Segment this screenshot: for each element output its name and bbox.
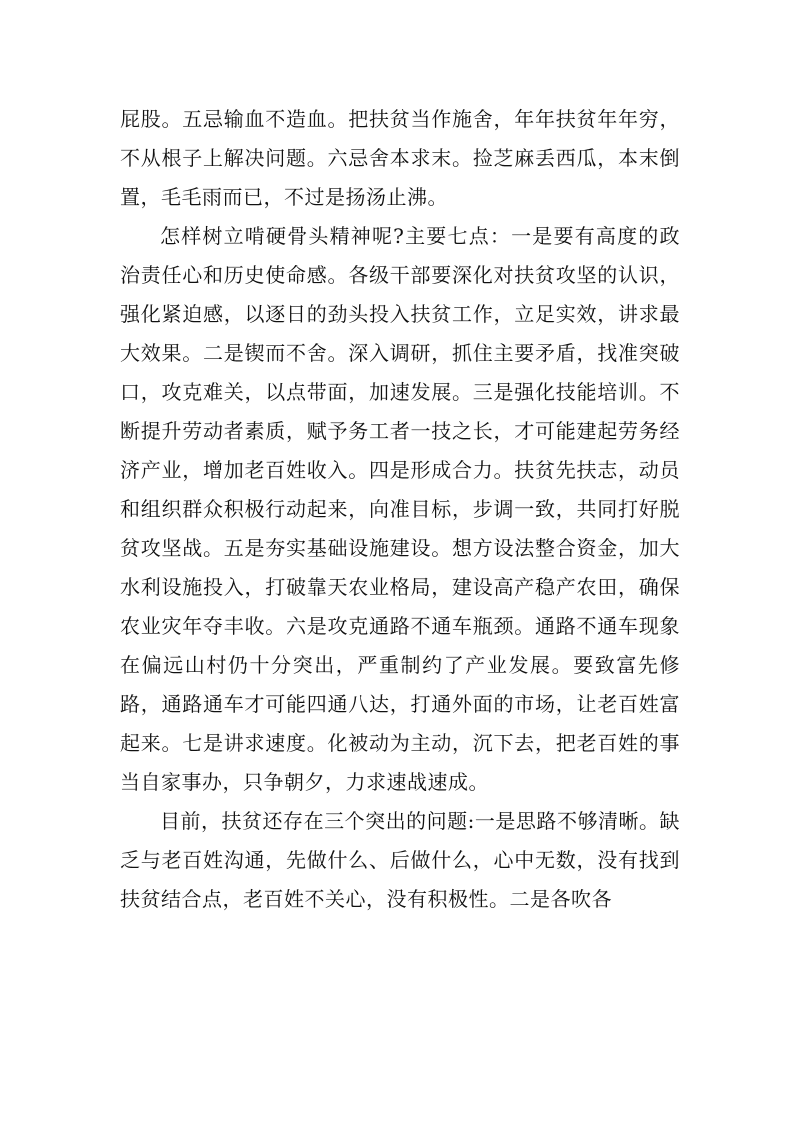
document-body [120,100,680,919]
paragraph-1: 屁股。五忌输血不造血。把扶贫当作施舍，年年扶贫年年穷，不从根子上解决问题。六忌舍本求末。捡芝麻丢西瓜，本末倒置，毛毛雨而已，不过是扬汤止沸。 [120,107,680,209]
paragraph-2: 怎样树立啃硬骨头精神呢?主要七点：一是要有高度的政治责任心和历史使命感。各级干部要深化对扶贫攻坚的认识，强化紧迫感，以逐日的劲头投入扶贫工作，立足实效，讲求最大效果。二是锲而不舍。深入调研，抓住主要矛盾，找准突破口，攻克难关，以点带面，加速发展。三是强化技能培训。不断提升劳动者素质，赋予务工者一技之长，才可能建起劳务经济产业，增加老百姓收入。四是形成合力。扶贫先扶志，动员和组织群众积极行动起来，向准目标，步调一致，共同打好脱贫攻坚战。五是夯实基础设施建设。想方设法整合资金，加大水利设施投入，打破靠天农业格局，建设高产稳产农田，确保农业灾年夺丰收。六是攻克通路不通车瓶颈。通路不通车现象在偏远山村仍十分突出，严重制约了产业发展。要致富先修路，通路通车才可能四通八达，打通外面的市场，让老百姓富起来。七是讲求速度。化被动为主动，沉下去，把老百姓的事当自家事办，只争朝夕，力求速战速成。 [120,224,680,794]
paragraph-3: 目前，扶贫还存在三个突出的问题:一是思路不够清晰。缺乏与老百姓沟通，先做什么、后做什么，心中无数，没有找到扶贫结合点，老百姓不关心，没有积极性。二是各吹各 [120,809,680,911]
